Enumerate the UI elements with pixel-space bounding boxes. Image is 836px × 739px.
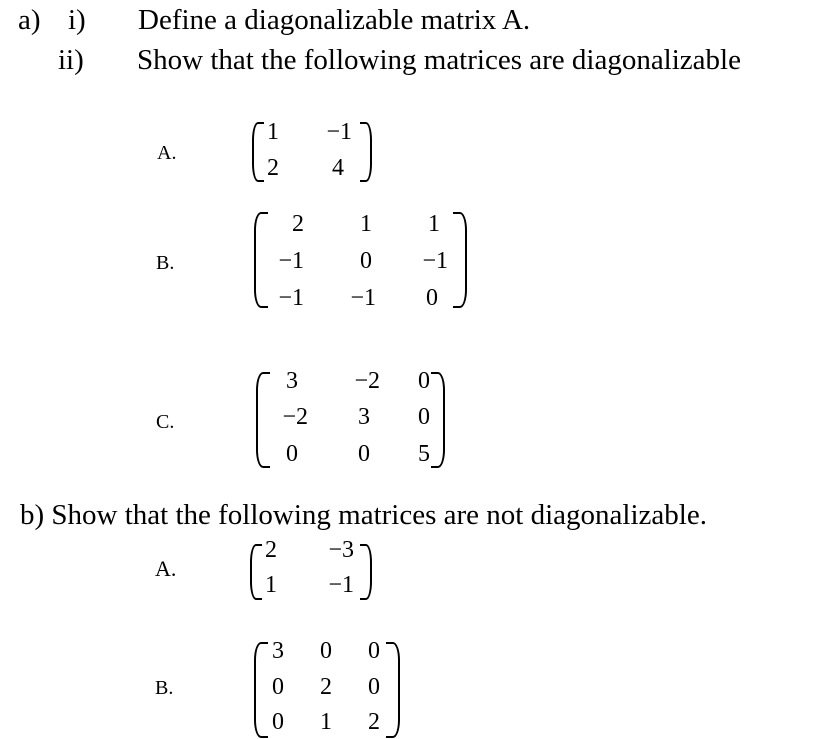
matrix-cell: 0 <box>360 248 372 274</box>
matrix-cell: −1 <box>350 285 376 311</box>
right-paren <box>431 372 445 468</box>
matrix-cell: 0 <box>272 674 284 700</box>
matrix-cell: 1 <box>267 119 279 145</box>
matrix-cell: 5 <box>418 441 430 467</box>
matrix-cell: 1 <box>360 211 372 237</box>
matrix-cell: −1 <box>422 248 448 274</box>
matrix-cell: −1 <box>278 285 304 311</box>
matrix-cell: 0 <box>418 368 430 394</box>
part-a-i-text: Define a diagonalizable matrix A. <box>138 4 531 36</box>
part-a-i-number: i) <box>68 4 86 36</box>
matrix-cell: −1 <box>328 572 354 598</box>
matrix-cell: 0 <box>368 638 380 664</box>
matrix-cell: 0 <box>358 441 370 467</box>
right-paren <box>453 212 467 308</box>
matrix-cell: 0 <box>272 709 284 735</box>
matrix-cell: 2 <box>292 211 304 237</box>
part-b-text: b) Show that the following matrices are not diagonalizable. <box>20 499 707 531</box>
matrix-cell: −1 <box>278 248 304 274</box>
matrix-cell: 0 <box>418 404 430 430</box>
right-paren <box>360 544 372 600</box>
part-a-label: a) <box>18 4 41 36</box>
part-a-ii-number: ii) <box>58 44 84 76</box>
matrix-label: A. <box>155 556 177 581</box>
matrix-label: A. <box>157 142 177 164</box>
matrix-label: B. <box>156 252 175 274</box>
matrix-cell: 2 <box>267 155 279 181</box>
matrix-cell: 1 <box>265 572 277 598</box>
matrix-cell: −3 <box>328 537 354 563</box>
right-paren <box>360 122 372 182</box>
matrix-cell: −2 <box>282 404 308 430</box>
right-paren <box>386 642 400 738</box>
matrix-cell: 3 <box>358 404 370 430</box>
matrix-cell: 0 <box>426 285 438 311</box>
matrix-cell: 3 <box>286 368 298 394</box>
matrix-cell: 3 <box>272 638 284 664</box>
matrix-cell: −1 <box>326 119 352 145</box>
matrix-cell: 0 <box>320 638 332 664</box>
matrix-label: B. <box>155 677 174 699</box>
matrix-cell: 2 <box>320 674 332 700</box>
matrix-cell: 1 <box>428 211 440 237</box>
matrix-cell: 0 <box>368 674 380 700</box>
matrix-cell: 0 <box>286 441 298 467</box>
part-a-ii-text: Show that the following matrices are diagonalizable <box>137 44 741 76</box>
matrix-cell: 4 <box>332 155 344 181</box>
matrix-cell: 1 <box>320 709 332 735</box>
matrix-cell: 2 <box>368 709 380 735</box>
matrix-cell: 2 <box>265 537 277 563</box>
matrix-cell: −2 <box>354 368 380 394</box>
matrix-label: C. <box>156 411 175 433</box>
